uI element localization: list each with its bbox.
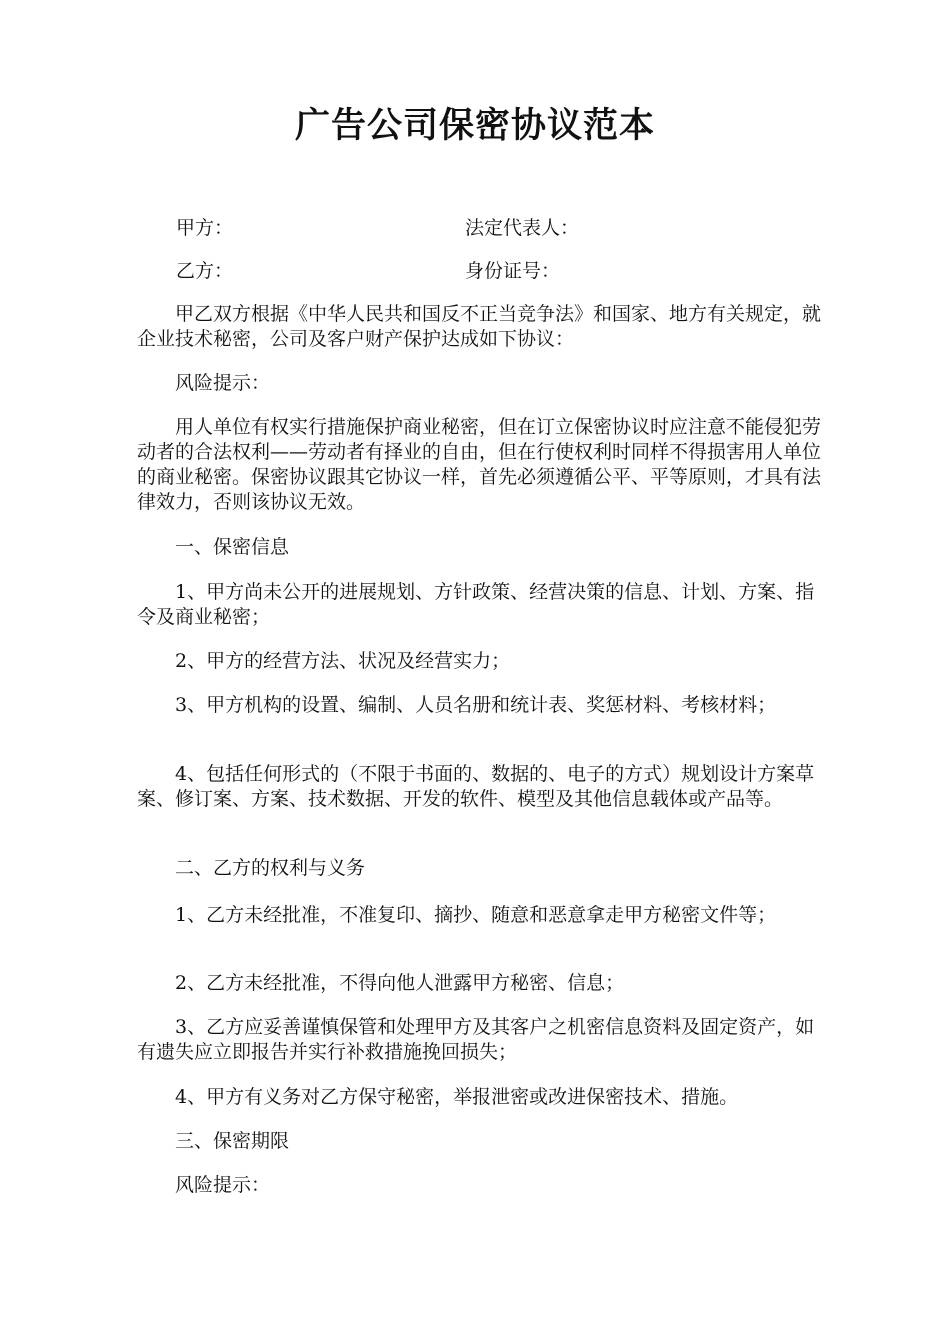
risk-notice-heading: 风险提示：	[175, 372, 271, 394]
clause-1-1: 1、甲方尚未公开的进展规划、方针政策、经营决策的信息、计划、方案、指令及商业秘密；	[137, 581, 815, 628]
risk-notice-heading-2: 风险提示：	[175, 1174, 271, 1196]
legal-representative-label: 法定代表人：	[465, 217, 580, 239]
id-number-label: 身份证号：	[465, 260, 561, 282]
clause-2-2: 2、乙方未经批准，不得向他人泄露甲方秘密、信息；	[175, 972, 625, 994]
section-heading-rights-obligations: 二、乙方的权利与义务	[175, 857, 366, 879]
clause-2-3: 3、乙方应妥善谨慎保管和处理甲方及其客户之机密信息资料及固定资产，如有遗失应立即报告并实行补救措施挽回损失；	[137, 1016, 815, 1063]
clause-1-2: 2、甲方的经营方法、状况及经营实力；	[175, 650, 511, 672]
clause-2-1: 1、乙方未经批准，不准复印、摘抄、随意和恶意拿走甲方秘密文件等；	[175, 904, 777, 926]
clause-1-4: 4、包括任何形式的（不限于书面的、数据的、电子的方式）规划设计方案草案、修订案、方案、技术数据、开发的软件、模型及其他信息载体或产品等。	[137, 763, 815, 810]
risk-notice-paragraph: 用人单位有权实行措施保护商业秘密，但在订立保密协议时应注意不能侵犯劳动者的合法权利——劳动者有择业的自由，但在行使权利时同样不得损害用人单位的商业秘密。保密协议跟其它协议一样，首先必须遵循公平、平等原则，才具有法律效力，否则该协议无效。	[137, 416, 822, 513]
party-b-label: 乙方：	[176, 260, 234, 282]
intro-paragraph: 甲乙双方根据《中华人民共和国反不正当竞争法》和国家、地方有关规定，就企业技术秘密，公司及客户财产保护达成如下协议：	[137, 303, 822, 350]
section-heading-confidentiality-period: 三、保密期限	[175, 1130, 290, 1152]
clause-1-3: 3、甲方机构的设置、编制、人员名册和统计表、奖惩材料、考核材料；	[175, 694, 777, 716]
document-title: 广告公司保密协议范本	[294, 105, 655, 146]
party-a-label: 甲方：	[176, 217, 234, 239]
clause-2-4: 4、甲方有义务对乙方保守秘密，举报泄密或改进保密技术、措施。	[175, 1086, 739, 1108]
section-heading-confidential-info: 一、保密信息	[175, 536, 290, 558]
